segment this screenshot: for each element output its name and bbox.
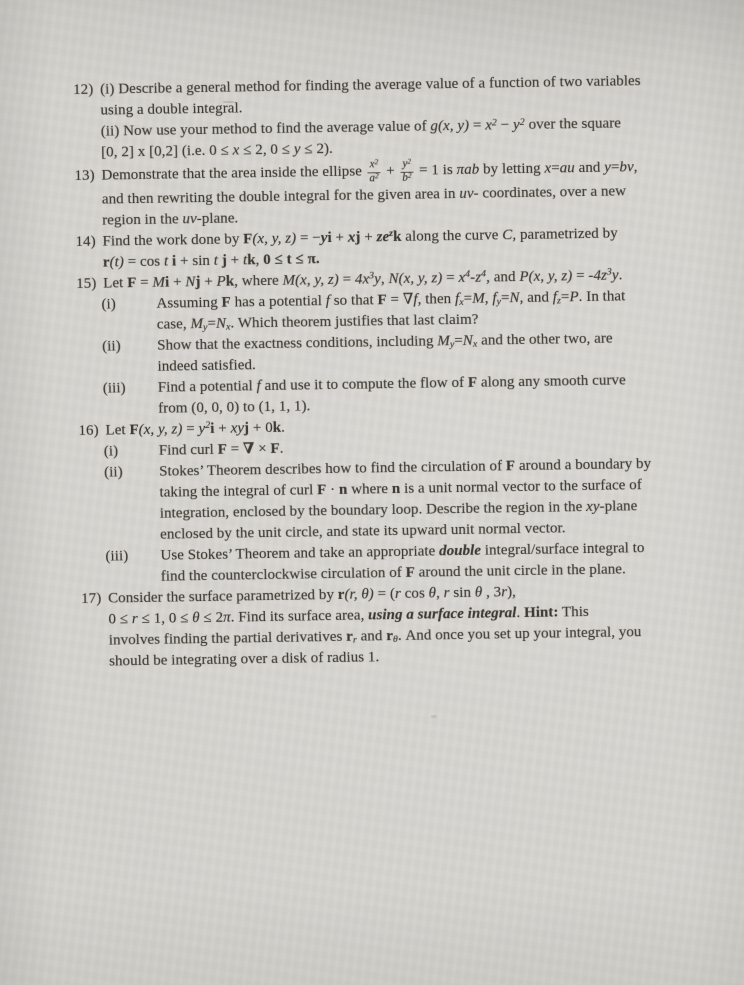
text-segment: f xyxy=(413,291,418,308)
text-segment: = xyxy=(442,269,459,287)
text-segment: Find curl xyxy=(158,441,218,459)
problem-number: 15) xyxy=(76,275,97,292)
text-segment: using a surface integral xyxy=(368,605,517,624)
text-segment: so that xyxy=(329,292,378,309)
text-segment: coordinates, over a new xyxy=(478,183,627,202)
subscript: y xyxy=(449,339,455,351)
text-segment: g(x, y) xyxy=(430,117,470,135)
text-segment: , and xyxy=(486,268,520,286)
text-segment: . xyxy=(618,267,623,284)
superscript: 4 xyxy=(481,269,487,281)
text-segment: M xyxy=(152,274,166,291)
text-segment: by letting xyxy=(479,160,545,178)
text-segment: y xyxy=(402,157,408,170)
text-segment: and then rewriting the double integral for the given area in xyxy=(101,185,460,208)
text-segment: ∇ xyxy=(242,441,255,458)
text-segment: M xyxy=(190,315,204,333)
text-segment: y xyxy=(320,229,328,247)
text-segment: j xyxy=(243,420,250,437)
text-segment: F xyxy=(217,441,228,458)
text-segment: F xyxy=(405,564,416,581)
text-segment: , xyxy=(484,290,493,307)
text-segment: · xyxy=(326,481,340,499)
text-segment: and xyxy=(574,159,605,177)
text-segment: Find the work done by xyxy=(102,231,244,250)
fraction xyxy=(368,156,381,185)
subitem-label: (i) xyxy=(103,443,119,460)
text-segment: i xyxy=(171,253,177,270)
text-segment: F xyxy=(129,421,139,439)
text-segment: f xyxy=(552,289,558,306)
text-segment: x xyxy=(369,158,375,171)
text-segment: i xyxy=(327,229,332,246)
text-segment: Find a potential xyxy=(157,378,257,396)
text-segment: y xyxy=(198,420,206,438)
superscript: z xyxy=(389,228,394,240)
text-segment: = ∇ xyxy=(386,291,414,309)
text-segment: P xyxy=(569,289,579,306)
text-segment: r xyxy=(386,627,394,645)
text-segment: n xyxy=(338,481,348,498)
subitem-label: (i) xyxy=(101,296,116,313)
text-segment: πab xyxy=(456,161,480,178)
text-segment: . Which theorem justifies that last claim? xyxy=(230,311,479,332)
text-segment: F xyxy=(127,274,137,292)
text-segment: = xyxy=(463,290,473,307)
subscript: x xyxy=(472,339,478,351)
subscript: r xyxy=(352,635,357,647)
text-segment: P xyxy=(216,273,226,290)
text-segment: = xyxy=(500,290,510,307)
text-segment: ≤ 2). xyxy=(300,140,333,158)
text-segment: around a boundary by xyxy=(515,455,652,475)
text-segment: = xyxy=(207,315,217,332)
text-segment: = xyxy=(560,289,570,306)
text-segment: and xyxy=(356,628,387,645)
text-segment: y xyxy=(293,141,301,158)
text-segment: f xyxy=(492,290,497,307)
text-segment: r xyxy=(337,586,345,603)
text-segment: bv xyxy=(619,159,634,176)
text-segment: M xyxy=(437,333,451,350)
text-segment: t xyxy=(213,252,219,269)
problem-15 xyxy=(76,264,733,421)
superscript: 2 xyxy=(205,420,211,432)
text-segment: integral/surface integral to xyxy=(480,540,645,559)
text-segment: indeed satisfied. xyxy=(157,357,256,375)
text-segment: f xyxy=(454,290,460,307)
text-segment: over the square xyxy=(524,115,622,133)
text-segment: n xyxy=(391,480,401,497)
problem-number: 13) xyxy=(74,167,95,184)
text-segment: enclosed by the unit circle, and state its upward unit normal vector. xyxy=(160,520,566,543)
text-segment: xy xyxy=(230,420,245,437)
text-segment: k xyxy=(247,252,256,269)
problem-13 xyxy=(74,154,730,232)
text-segment: N xyxy=(215,315,227,332)
fraction xyxy=(400,156,413,185)
superscript: 3 xyxy=(606,267,612,279)
text-segment: is a unit normal vector to the surface of xyxy=(400,477,642,497)
text-segment: . xyxy=(516,604,525,622)
fraction-denominator xyxy=(368,170,381,185)
text-segment: along the curve xyxy=(401,227,503,245)
text-segment: + sin xyxy=(176,252,214,270)
text-segment: Use Stokes’ Theorem and take an appropriate xyxy=(160,543,440,564)
text-segment: (i) Describe a general method for finding the average value of a function of two variables xyxy=(100,73,641,98)
text-segment: cos xyxy=(400,585,429,602)
text-segment: This xyxy=(558,603,589,621)
text-segment: ze xyxy=(376,228,390,246)
text-segment: x xyxy=(232,142,240,159)
text-segment: = 1 is xyxy=(415,161,457,179)
superscript: 2 xyxy=(374,156,379,166)
text-segment: Let xyxy=(105,422,130,439)
text-segment: = cos xyxy=(123,253,165,271)
text-segment: (ii) Now use your method to find the average value of xyxy=(100,118,431,140)
text-segment: r xyxy=(394,585,402,602)
superscript: 3 xyxy=(369,270,375,282)
text-segment: = xyxy=(468,117,486,134)
text-segment: N xyxy=(509,289,520,307)
problem-number: 12) xyxy=(73,81,94,98)
text-segment: integration, enclosed by the boundary loop. Describe the region in the xyxy=(159,498,587,522)
text-segment: au xyxy=(559,160,575,177)
text-segment: = xyxy=(572,267,589,285)
text-segment: where xyxy=(347,480,392,498)
text-segment: P(x, y, z) xyxy=(519,268,573,285)
problem-number: 14) xyxy=(75,233,96,250)
text-segment: along any smooth curve xyxy=(477,372,626,391)
text-segment: region in the xyxy=(102,211,183,229)
text-segment: . In that xyxy=(578,288,626,306)
text-segment: j xyxy=(221,252,227,269)
text-segment: ), xyxy=(506,584,517,601)
text-segment: M(x, y, z) xyxy=(282,271,339,289)
text-segment: = xyxy=(551,160,560,177)
text-segment: , 3 xyxy=(482,584,502,601)
text-segment: r xyxy=(501,584,508,601)
subscript: z xyxy=(556,295,562,307)
text-segment: Stokes’ Theorem describes how to find the circulation of xyxy=(159,458,507,480)
fraction-denominator xyxy=(401,170,414,185)
text-segment: + xyxy=(226,252,244,269)
text-segment: ≤ 2, 0 ≤ xyxy=(239,141,294,159)
text-segment: θ xyxy=(474,584,483,601)
text-segment: , xyxy=(380,271,389,288)
text-segment: and use it to compute the flow of xyxy=(260,374,469,395)
text-segment: × xyxy=(254,440,271,458)
text-segment: , where xyxy=(234,272,283,290)
text-segment: i xyxy=(210,420,215,437)
text-segment: has a potential xyxy=(230,292,326,311)
pencil-mark xyxy=(223,101,234,103)
text-segment: taking the integral of curl xyxy=(159,482,318,501)
text-segment: + xyxy=(200,273,217,290)
superscript: 4 xyxy=(465,269,471,281)
text-segment: f xyxy=(325,292,331,309)
text-segment: , xyxy=(255,251,264,269)
text-segment: . xyxy=(279,440,284,457)
text-segment: (r, θ) xyxy=(344,586,374,603)
text-segment: = xyxy=(454,332,463,349)
text-segment: M xyxy=(472,290,485,307)
text-segment: , then xyxy=(417,290,456,308)
subscript: x xyxy=(226,321,231,334)
text-segment: F xyxy=(221,294,231,311)
problem-number: 16) xyxy=(78,422,99,439)
text-segment: = ( xyxy=(373,585,396,603)
text-segment: 0 ≤ t ≤ π. xyxy=(263,251,320,268)
text-segment: + xyxy=(214,420,231,437)
text-segment: x xyxy=(458,269,466,286)
text-segment: Hint: xyxy=(523,604,559,621)
text-segment: ≤ 1, 0 ≤ xyxy=(137,610,193,627)
subscript: θ xyxy=(392,634,398,646)
text-segment: = xyxy=(136,274,153,291)
text-segment: − xyxy=(496,117,514,134)
superscript: 2 xyxy=(375,170,379,180)
text-segment: r xyxy=(346,628,354,645)
text-segment: ≤ 2 xyxy=(199,609,224,627)
text-segment: t xyxy=(163,253,169,270)
subscript: y xyxy=(202,322,208,334)
text-segment: case, xyxy=(156,316,191,333)
text-segment: y xyxy=(604,159,612,176)
text-segment: find the counterclockwise circulation of xyxy=(160,564,406,585)
text-segment: θ xyxy=(192,610,200,627)
text-segment: r xyxy=(131,610,138,628)
text-segment: r xyxy=(102,254,110,271)
text-segment: π xyxy=(222,609,231,626)
text-segment: i xyxy=(164,274,170,291)
text-segment: t xyxy=(242,252,248,269)
problem-17 xyxy=(81,579,737,673)
text-segment: involves finding the partial derivatives xyxy=(108,628,347,649)
text-segment: j xyxy=(355,229,361,246)
text-segment: + xyxy=(169,274,186,291)
text-segment: Show that the exactness conditions, including xyxy=(157,333,438,354)
text-segment: (t) xyxy=(109,254,125,271)
text-segment: y xyxy=(512,116,520,134)
text-segment: Assuming xyxy=(156,294,222,312)
text-segment: [0, 2] x [0,2] (i.e. 0 ≤ xyxy=(101,142,233,161)
problem-16 xyxy=(78,411,736,589)
text-segment: using a double integral. xyxy=(100,100,243,119)
superscript: 2 xyxy=(519,116,525,128)
text-segment: 0 ≤ xyxy=(108,611,133,628)
text-segment: should be integrating over a disk of radius 1. xyxy=(109,649,380,670)
text-segment: F xyxy=(316,482,327,499)
text-segment: a xyxy=(369,172,376,185)
text-segment: k xyxy=(272,419,282,436)
text-segment: uv xyxy=(182,211,197,228)
text-segment: k xyxy=(225,273,235,290)
text-segment: + xyxy=(360,229,377,246)
text-segment: (x, y, z) xyxy=(138,421,183,438)
text-segment: and the other two, are xyxy=(477,330,613,349)
subitem-label: (ii) xyxy=(102,338,121,355)
text-segment: xy xyxy=(586,498,600,515)
text-segment: + 0 xyxy=(248,419,273,437)
text-segment: Consider the surface parametrized by xyxy=(108,586,338,607)
document-content xyxy=(73,70,737,673)
problem-12 xyxy=(73,70,729,164)
text-segment: from (0, 0, 0) to (1, 1, 1). xyxy=(158,398,311,417)
subscript: x xyxy=(459,297,464,309)
text-segment: = xyxy=(226,441,244,458)
text-segment: = xyxy=(182,421,199,438)
text-segment: 4x xyxy=(354,271,370,288)
text-segment: N xyxy=(462,332,474,349)
text-segment: k xyxy=(392,228,402,245)
superscript: 2 xyxy=(407,170,412,180)
text-segment: uv- xyxy=(459,185,479,202)
text-segment: -plane xyxy=(599,498,638,515)
text-segment: F xyxy=(243,231,253,248)
text-segment: = xyxy=(610,159,620,176)
pencil-mark xyxy=(431,715,437,718)
text-segment: N xyxy=(185,274,196,291)
superscript: 2 xyxy=(407,156,412,166)
text-segment: θ xyxy=(428,585,437,602)
text-segment: -z xyxy=(470,269,482,286)
text-segment: double xyxy=(438,542,482,560)
text-segment: . And once you set up your integral, you xyxy=(397,624,642,644)
subscript: y xyxy=(496,296,502,308)
text-segment: F xyxy=(505,458,516,475)
text-segment: + xyxy=(382,162,399,180)
text-segment: sin xyxy=(449,584,475,602)
text-segment: N(x, y, z) xyxy=(388,270,443,288)
text-segment: , and xyxy=(519,289,553,306)
text-segment: r xyxy=(443,585,450,602)
text-segment: -4z xyxy=(588,267,608,284)
text-segment: . Find its surface area, xyxy=(230,607,369,626)
text-segment: F xyxy=(377,292,387,309)
text-segment: , xyxy=(633,159,638,176)
text-segment: f xyxy=(256,378,261,395)
text-segment: . xyxy=(281,419,286,436)
text-segment: b xyxy=(402,171,409,184)
text-segment: = xyxy=(338,271,356,288)
text-segment: x xyxy=(544,160,552,177)
text-segment: Let xyxy=(103,275,128,292)
text-segment: y xyxy=(611,267,619,284)
text-segment: + xyxy=(331,229,348,246)
text-segment: -plane. xyxy=(196,210,239,228)
text-segment: Demonstrate that the area inside the ellipse xyxy=(101,163,366,184)
text-segment: x xyxy=(485,117,493,134)
subitem-label: (iii) xyxy=(105,548,129,565)
text-segment: j xyxy=(195,273,201,291)
text-segment: x xyxy=(347,229,356,246)
subitem-label: (iii) xyxy=(102,380,126,397)
text-segment: F xyxy=(270,440,280,457)
subitem-label: (ii) xyxy=(104,464,123,481)
text-segment: , xyxy=(435,585,444,602)
superscript: 2 xyxy=(491,116,497,128)
text-segment: (x, y, z) xyxy=(252,230,297,248)
text-segment: = − xyxy=(296,230,321,247)
problem-number: 17) xyxy=(81,590,102,607)
text-segment: around the unit circle in the plane. xyxy=(414,561,626,581)
fraction-numerator xyxy=(368,156,381,173)
text-segment: y xyxy=(374,271,382,288)
text-segment: C xyxy=(502,227,513,244)
text-segment: , parametrized by xyxy=(512,225,618,244)
text-segment: F xyxy=(467,374,478,391)
